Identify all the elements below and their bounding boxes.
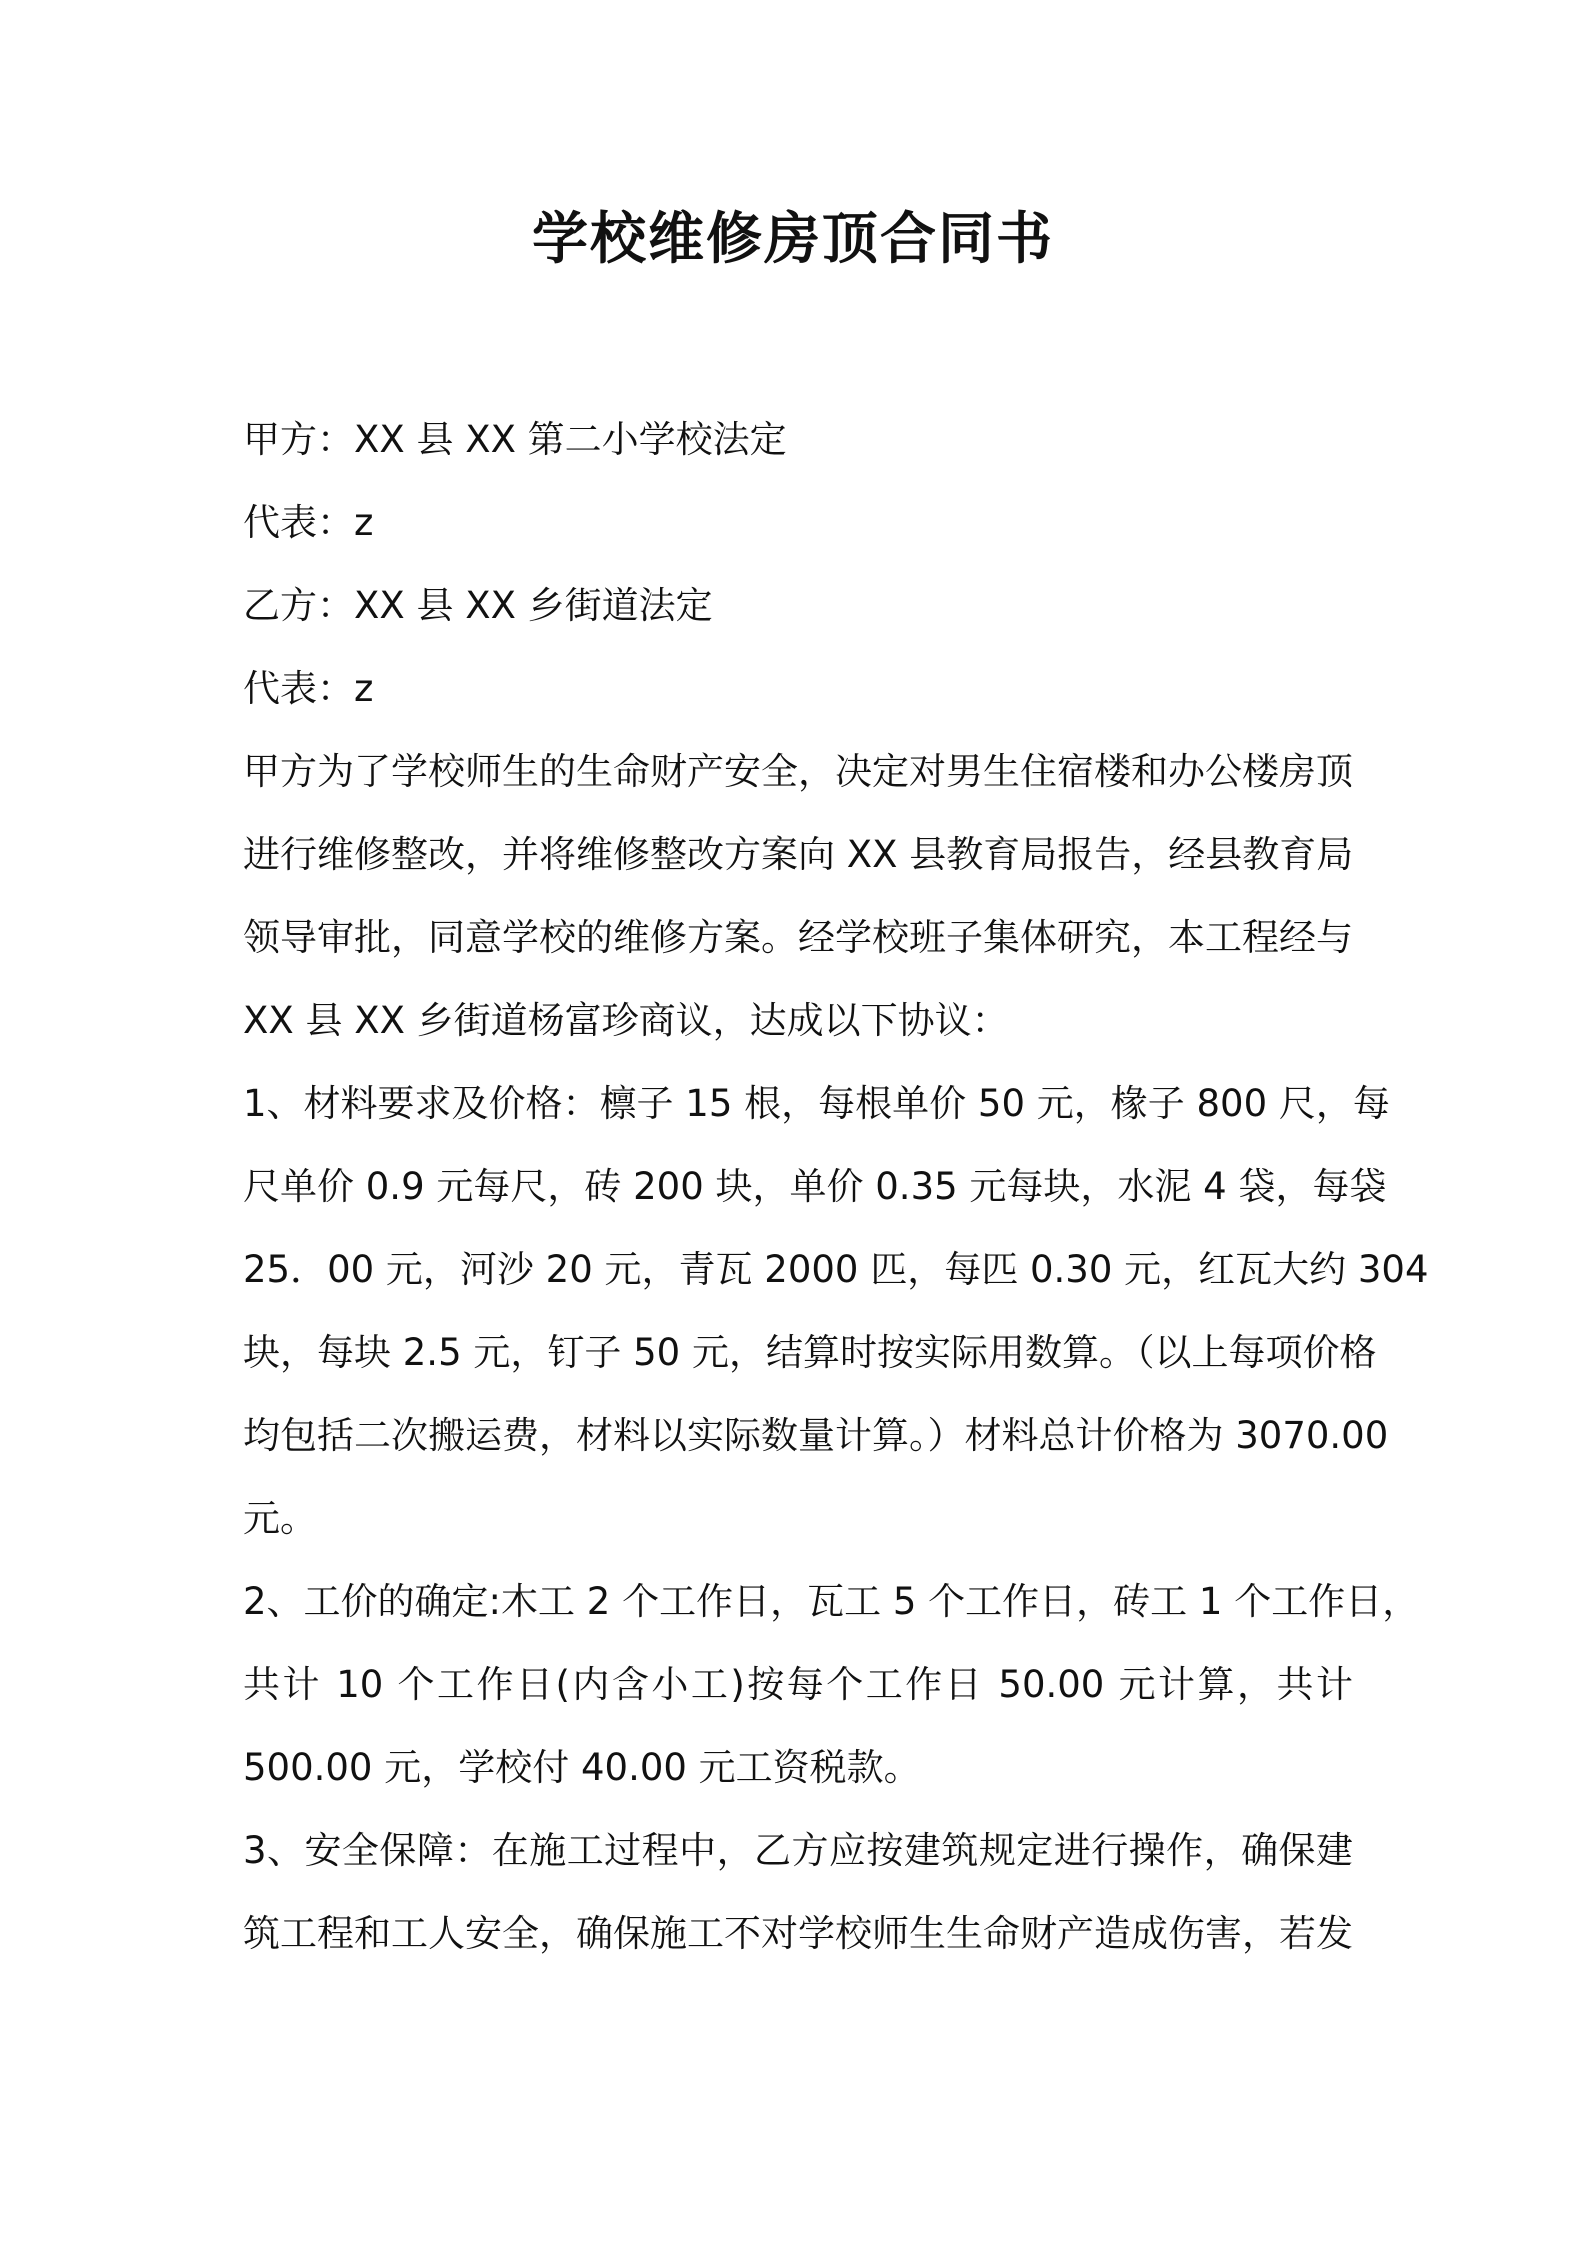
document-body — [243, 398, 1429, 1975]
clause-line: 1、材料要求及价格：檩子 15 根，每根单价 50 元，椽子 800 尺，每 — [243, 1082, 1390, 1125]
clause-line: 25．00 元，河沙 20 元，青瓦 2000 匹，每匹 0.30 元，红瓦大约 304 — [243, 1248, 1429, 1291]
paragraph-line: 领导审批，同意学校的维修方案。经学校班子集体研究，本工程经与 — [243, 916, 1353, 959]
party-a-representative-line: 代表：z — [243, 501, 374, 544]
clause-line: 3、安全保障：在施工过程中，乙方应按建筑规定进行操作，确保建 — [243, 1829, 1353, 1872]
clause-line: 块，每块 2.5 元，钉子 50 元，结算时按实际用数算。（以上每项价格 — [243, 1331, 1377, 1374]
clause-line: 尺单价 0.9 元每尺，砖 200 块，单价 0.35 元每块，水泥 4 袋，每袋 — [243, 1165, 1387, 1208]
party-b-representative-line: 代表：z — [243, 667, 374, 710]
party-b-line: 乙方：XX 县 XX 乡街道法定 — [243, 584, 713, 627]
clause-line: 元。 — [243, 1497, 317, 1540]
clause-line: 共计 10 个工作日(内含小工)按每个工作日 50.00 元计算，共计 — [243, 1663, 1353, 1706]
clause-line: 500.00 元，学校付 40.00 元工资税款。 — [243, 1746, 921, 1789]
party-a-line: 甲方：XX 县 XX 第二小学校法定 — [243, 418, 787, 461]
paragraph-line: XX 县 XX 乡街道杨富珍商议，达成以下协议： — [243, 999, 1009, 1042]
paragraph-line: 进行维修整改，并将维修整改方案向 XX 县教育局报告，经县教育局 — [243, 833, 1354, 876]
document-title: 学校维修房顶合同书 — [532, 207, 1054, 272]
clause-line: 2、工价的确定:木工 2 个工作日，瓦工 5 个工作日，砖工 1 个工作日， — [243, 1580, 1420, 1623]
clause-line: 筑工程和工人安全，确保施工不对学校师生生命财产造成伤害，若发 — [243, 1912, 1353, 1955]
paragraph-line: 甲方为了学校师生的生命财产安全，决定对男生住宿楼和办公楼房顶 — [243, 750, 1353, 793]
clause-line: 均包括二次搬运费，材料以实际数量计算。）材料总计价格为 3070.00 — [243, 1414, 1389, 1457]
